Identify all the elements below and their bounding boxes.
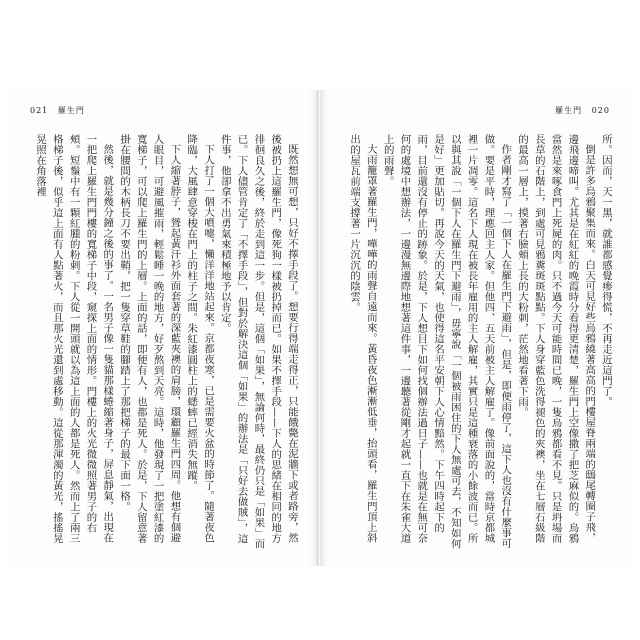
left-paragraph-1: 既然想無可想，只好不擇手段了。想要行得端走得正，只能餓斃在泥牆下或者路旁，然後被扔上這羅生門，像死狗一樣被扔掉而已。如果不擇手段——下人的思緒在相同的地方徘徊良久之後，終於走到這一步。但是，這個「如果」，無論何時，最終仍只是「如果」而已。下人儘管肯定了「不擇手段」，但對於解決這個「如果」的辦法是「只好去做賊」，這件事，他卻拿不出勇氣來積極地予以肯定。 [218, 134, 298, 549]
right-page-header [555, 105, 616, 116]
right-page [320, 90, 632, 566]
left-page [8, 90, 318, 566]
left-page-number: 021 [30, 106, 49, 115]
right-paragraph-4: 大雨籠罩著羅生門，嘩嘩的雨聲自遠而來。黃昏夜色漸漸低垂，抬頭看，羅生門頂上斜出的屋瓦前端支撐著一片沉沉的陰雲。 [348, 134, 377, 544]
left-paragraph-4: 然後，就是幾分鐘之後的事了。一名男子像一隻貓那樣蜷縮著身子，屏息靜氣，出現在一把爬上羅生門門樓的寬梯子中段，窺探上面的情形。門樓上的火光微微照著男子的右頰。短鬚中有一顆紅腫的粉刺。下人從一開頭就以為這上面的人都是死人。然而上了兩三格梯子後，似乎這上面有人點著火，而且那火光還到處移動。這從那渾濁的黃光，搖搖晃晃照在角落裡 [34, 134, 114, 544]
left-page-body [28, 134, 300, 552]
right-page-number: 020 [591, 106, 610, 115]
right-paragraph-1: 所。因而，天一黑，就誰都感覺瘆得慌，不再走近這門了。 [600, 134, 612, 407]
right-page-body [334, 134, 614, 552]
left-paragraph-2: 下人打了一個大噴嚏，懶洋洋地站起來。京都夜寒，已是需要火盆的時節了。隨著夜色降臨，大風肆意穿梭在門上的柱子之間。朱紅漆圓柱上的蟋蟀已經消失無蹤。 [185, 134, 215, 544]
left-running-title: 羅生門 [57, 106, 85, 115]
left-paragraph-3: 下人縮著脖子，聳起黃汗衫外面套著的深藍夾襖的肩膀，環顧羅生門四周。他想有個避人眼目，可避風摧雨，輕鬆睡一晚的地方，好歹熬到天亮。這時，他發現了一把塗紅漆的寬梯子，可以爬上羅生門的上層。上面的話，即便有人，也都是死人。於是，下人留意著掛在腰間的木柄長刀不要出鞘，把一隻穿草鞋的腳踏上了那把梯子的最下面一格。 [118, 134, 181, 544]
book-spread [8, 90, 632, 566]
right-paragraph-3: 作者剛才寫了「一個下人在羅生門下避雨」，但是，即便雨停了，這下人也沒有什麼事可做。要是平時，理應回主人家。但他四、五天前被主人解雇了。像前面說的，當時京都城裡一片凋零。這名下人現在被長年雇用的主人解雇，其實只是這種衰落的小餘波而已。所以與其說「一個下人在羅生門下避雨」，毋寧說「一個被雨困住的下人無處可去，不知如何是好」更加貼切。再說今天的天氣，也使得這名平安朝下人心情黯然。下午四時起下的雨，目前還沒有停止的跡象。於是，下人想目下如何找個辦法過日子——也就是在無可奈何的處境中想辦法，一邊漫無邊際地想著這件事，一邊聽著從剛才起就一直下在朱雀大道上的雨聲。 [381, 134, 512, 549]
right-paragraph-2: 倒是許多烏鴉聚集而來。白天可見好些烏鴉繞著高高的門樓屋脊兩端的鴟尾轉圈子飛，邊飛邊啼叫。尤其是在紅紅的晚霞時分看得更清楚，羅生門上空像撒了把芝麻似的。烏鴉當然是來啄食門上死屍的肉。只不過今天可能時間已晚，一隻烏鴉都看不見。只是坍場而長草的石階上，到處可見鴉糞斑斑點點。下人身穿藍色洗得褪色的夾襖，坐在七層石級階的最高一層上，摸著右臉頰上長的大粉刺，茫然地看著下雨。 [516, 134, 596, 544]
left-page-header [24, 105, 85, 116]
right-running-title: 羅生門 [555, 106, 583, 115]
